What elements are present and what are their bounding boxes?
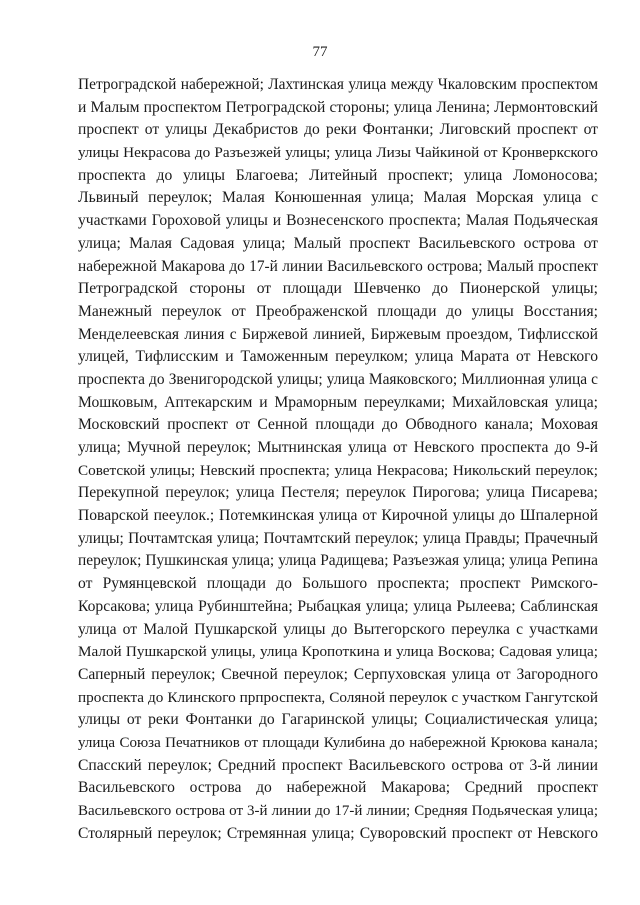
text-line: проспекта до улицы Благоева; Литейный проспект; улица Ломоносова; — [78, 166, 598, 184]
text-line: Московский проспект от Сенной площади до Обводного канала; Моховая — [78, 416, 598, 434]
text-line: участками Гороховой улицы и Вознесенского проспекта; Малая Подьяческая — [78, 212, 598, 230]
body-text — [78, 74, 598, 845]
text-line: Спасский переулок; Средний проспект Васильевского острова от 3-й линии — [78, 756, 598, 774]
text-line: переулок; Пушкинская улица; улица Радищева; Разъезжая улица; улица Репина — [78, 552, 598, 570]
text-line: Саперный переулок; Свечной переулок; Серпуховская улица от Загородного — [78, 665, 598, 683]
text-line: Манежный переулок от Преображенской площади до улицы Восстания; — [78, 302, 598, 320]
text-line: проспект от улицы Декабристов до реки Фонтанки; Лиговский проспект от — [78, 121, 598, 139]
text-line: Львиный переулок; Малая Конюшенная улица; Малая Морская улица с — [78, 189, 598, 207]
text-line: Васильевского острова от 3-й линии до 17-й линии; Средняя Подьяческая улица; — [78, 803, 598, 819]
text-line: улица Союза Печатников от площади Кулибина до набережной Крюкова канала; — [78, 734, 598, 751]
text-line: и Малым проспектом Петроградской стороны; улица Ленина; Лермонтовский — [78, 98, 598, 116]
text-line: улица; Малая Садовая улица; Малый проспект Васильевского острова от — [78, 234, 598, 252]
text-line: проспекта до Клинского прпроспекта, Соляной переулок с участком Гангутской — [78, 688, 598, 706]
text-line: Перекупной переулок; улица Пестеля; переулок Пирогова; улица Писарева; — [78, 484, 598, 502]
page-number: 77 — [312, 44, 328, 60]
text-line: Малой Пушкарской улицы, улица Кропоткина и улица Воскова; Садовая улица; — [78, 643, 598, 661]
text-line: улицей, Тифлисским и Таможенным переулком; улица Марата от Невского — [78, 348, 598, 366]
text-line: от Румянцевской площади до Большого проспекта; проспект Римского- — [78, 575, 598, 593]
text-line: проспекта до Звенигородской улицы; улица Маяковского; Миллионная улица с — [78, 370, 598, 388]
text-line: улица; Мучной переулок; Мытнинская улица от Невского проспекта до 9-й — [78, 439, 598, 456]
text-line: Менделеевская линия с Биржевой линией, Биржевым проездом, Тифлисской — [78, 325, 598, 343]
text-line: Васильевского острова до набережной Макарова; Средний проспект — [78, 779, 598, 797]
text-line: Столярный переулок; Стремянная улица; Суворовский проспект от Невского — [78, 824, 598, 842]
text-line: Советской улицы; Невский проспекта; улица Некрасова; Никольский переулок; — [78, 461, 598, 479]
text-line: Мошковым, Аптекарским и Мраморным переулками; Михайловская улица; — [78, 393, 598, 411]
text-line: улицы от реки Фонтанки до Гагаринской улицы; Социалистическая улица; — [78, 711, 598, 729]
text-line: Поварской пеeулок.; Потемкинская улица от Кирочной улицы до Шпалерной — [78, 507, 598, 525]
text-line: Петроградской стороны от площади Шевченко до Пионерской улицы; — [78, 280, 598, 298]
text-line: набережной Макарова до 17-й линии Васильевского острова; Малый проспект — [78, 257, 598, 275]
text-line: улица от Малой Пушкарской улицы до Вытегорского переулка с участками — [78, 620, 598, 638]
text-line: Петроградской набережной; Лахтинская улица между Чкаловским проспектом — [78, 76, 598, 93]
text-line: улицы Некрасова до Разъезжей улицы; улица Лизы Чайкиной от Кронверкского — [78, 144, 598, 162]
text-line: улицы; Почтамтская улица; Почтамтский переулок; улица Правды; Прачечный — [78, 529, 598, 547]
text-line: Корсакова; улица Рубинштейна; Рыбацкая улица; улица Рылеева; Саблинская — [78, 597, 598, 615]
